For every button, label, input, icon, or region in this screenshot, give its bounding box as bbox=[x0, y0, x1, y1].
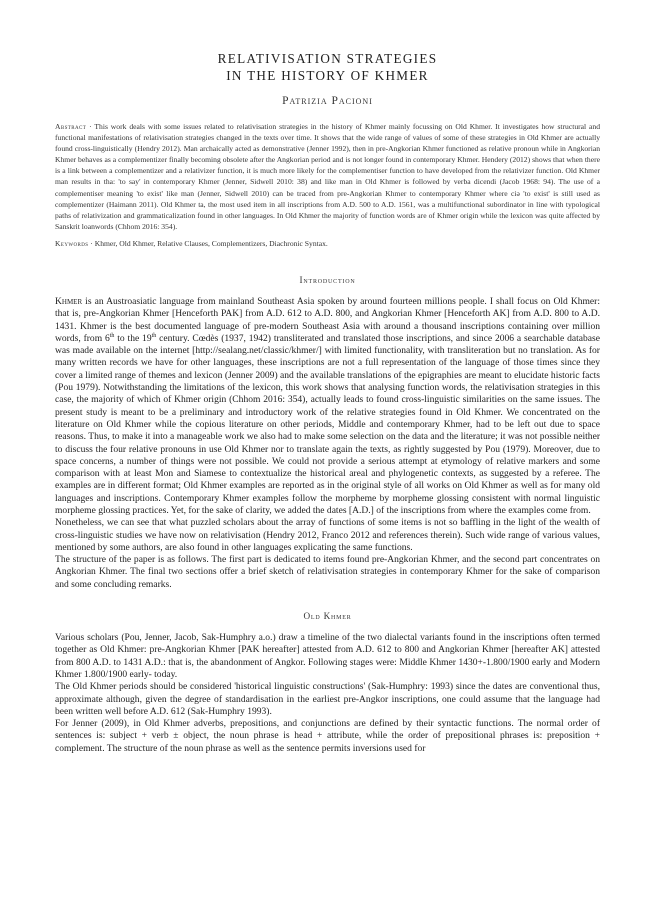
title-line-2: IN THE HISTORY OF KHMER bbox=[226, 68, 429, 83]
keywords-text: · Khmer, Old Khmer, Relative Clauses, Complementizers, Diachronic Syntax. bbox=[88, 238, 328, 248]
paragraph: For Jenner (2009), in Old Khmer adverbs, prepositions, and conjunctions are defined by their syntactic functions. The normal order of sentences is: subject + verb ± object, the noun phrase is head + attribute, while the order of prepositional phrases is: preposition + complement. The structure of the noun phrase as well as the sentence permits inversions used for bbox=[55, 718, 600, 754]
introduction-body bbox=[55, 296, 600, 591]
paragraph: Nonetheless, we can see that what puzzled scholars about the array of functions of some items is not so baffling in the light of the wealth of cross-linguistic studies we have now on relativisation (Hendry 2012, Franco 2012 and references therein). Such wide range of various values, mentioned by some authors, are also found in other languages explicating the same functions. bbox=[55, 517, 600, 553]
superscript: th bbox=[151, 332, 157, 339]
section-heading-old-khmer: Old Khmer bbox=[303, 611, 352, 622]
paragraph-lead-word: Khmer bbox=[55, 295, 83, 307]
abstract-label: Abstract bbox=[55, 122, 87, 131]
paragraph: Various scholars (Pou, Jenner, Jacob, Sak-Humphry a.o.) draw a timeline of the two dialectal variants found in the inscriptions often termed together as Old Khmer: pre-Angkorian Khmer [PAK hereafter] attested from A.D. 612 to 800 and Angkorian Khmer [hereafter AK] attested from 800 A.D. to 1431 A.D.: that is, the abandonment of Angkor. Following stages were: Middle Khmer 1430+-1.800/1900 early and Modern Khmer 1.800/1900 early- today. bbox=[55, 632, 600, 680]
paper-page bbox=[55, 50, 600, 755]
superscript: th bbox=[109, 332, 115, 339]
author-name: Patrizia Pacioni bbox=[282, 95, 373, 107]
old-khmer-body bbox=[55, 632, 600, 755]
abstract-text: · This work deals with some issues related to relativisation strategies in the history of Khmer mainly focussing on Old Khmer. It investigates how structural and functional manifestations of relativisation strategies changed in the texts over time. It shows that the wide range of values of some of these strategies in Old Khmer are actually found cross-linguistically (Hendry 2012). Man archaically acted as demonstrative (Jenner 1992), then in pre-Angkorian Khmer functioned as relative pronoun while in Angkorian Khmer behaves as a complementizer finally becoming obsolete after the Angkorian period and is not longer found in contemporary Khmer. Hendery (2012) shows that when there is a link between a complementizer and a relativizer function, it is much more likely for the complementiser function to have developed from the relativizer function. Old Khmer man results in tha: 'to say' in contemporary Khmer (Jenner, Sidwell 2010: 38) and like man in Old Khmer is followed by verba dicendi (Jacob 1968: 94). The use of a complementiser meaning 'to exist' like man (Jenner, Sidwell 2010) can be traced from pre-Angkorian Khmer to contemporary Khmer where ciə 'to exist' is still used as complementizer (Haimann 2011). Old Khmer ta, the most used item in all inscriptions from A.D. 500 to A.D. 1561, was a multifunctional subordinator in line with typological paths of relativization and grammaticalization found in other languages. In Old Khmer the majority of function words are of Khmer origin while the lexicon was quite affected by Sanskrit loanwords (Chhom 2016: 354). bbox=[55, 122, 600, 231]
paper-title bbox=[55, 50, 600, 84]
paragraph bbox=[55, 296, 600, 517]
paragraph: The structure of the paper is as follows. The first part is dedicated to items found pre-Angkorian Khmer, and the second part concentrates on Angkorian Khmer. The final two sections offer a brief sketch of relativisation strategies in contemporary Khmer for the sake of comparison and some concluding remarks. bbox=[55, 554, 600, 590]
keywords bbox=[55, 238, 600, 249]
paragraph-text: is an Austroasiatic language from mainland Southeast Asia spoken by around fourteen millions people. I shall focus on Old Khmer: that is, pre-Angkorian Khmer [Henceforth PAK] from A.D. 612 to A.D. 800, and Angkorian Khmer [Henceforth AK] from A.D. 800 to A.D. 1431. Khmer is the best documented language of pre-modern Southeast Asia with around a thousand inscriptions containing over million words, from 6 bbox=[55, 295, 600, 344]
section-heading-introduction: Introduction bbox=[299, 274, 356, 285]
abstract bbox=[55, 121, 600, 232]
keywords-label: Keywords bbox=[55, 238, 89, 248]
paragraph-text: to the 19 bbox=[114, 332, 152, 344]
title-line-1: RELATIVISATION STRATEGIES bbox=[217, 51, 438, 66]
paragraph: The Old Khmer periods should be considered 'historical linguistic constructions' (Sak-Humphry: 1993) since the dates are conventional thus, approximate although, given the degree of standardisation in the earliest pre-Angkor inscriptions, one could assume that the language had been written well before A.D. 612 (Sak-Humphry 1993). bbox=[55, 681, 600, 717]
paragraph-text: century. Cœdès (1937, 1942) transliterated and translated those inscriptions, and since 2006 a searchable database was made available on the internet [http://sealang.net/classic/khmer/] with limited functionality, with transliteration but no translation. As for many written records we have for other languages, these inscriptions are not a full representation of the language of those times since they cover a limited range of themes and lexicon (Jenner 2009) and the available translations of the epigraphies are meant to elucidate historic facts (Pou 1979). Notwithstanding the limitations of the lexicon, this work shows that analysing function words, the relativisation strategies in this case, the majority of which of Khmer origin (Chhom 2016: 354), actually leads to found cross-linguistic similarities on the same issues. The present study is meant to be a preliminary and introductory work of the relative strategies found in Old Khmer. We concentrated on the literature on Old Khmer while the copious literature on other periods, Middle and contemporary Khmer, had to be left out due to space reasons. Thus, to make it into a manageable work we also had to make some selection on the data and the literature; it was not possible neither to discuss the four relative pronouns in use Old Khmer nor to translate again the texts, as rightly suggested by Pou (1979). Moreover, due to space concerns, a number of things were not possible. We could not provide a serious attempt at etymology of relative markers and some comparison with at least Mon and Siamese to contextualize the historical areal and phylogenetic contexts, as suggested by a referee. The examples are in different format; Old Khmer examples are reported as in the original style of all works on Old Khmer as well as for many old languages and inscriptions. Contemporary Khmer examples follow the morpheme by morpheme glossing consistent with normal linguistic morpheme glossing practices. Yet, for the sake of clarity, we added the dates [A.D.] of the inscriptions from where the examples come from. bbox=[55, 332, 601, 516]
